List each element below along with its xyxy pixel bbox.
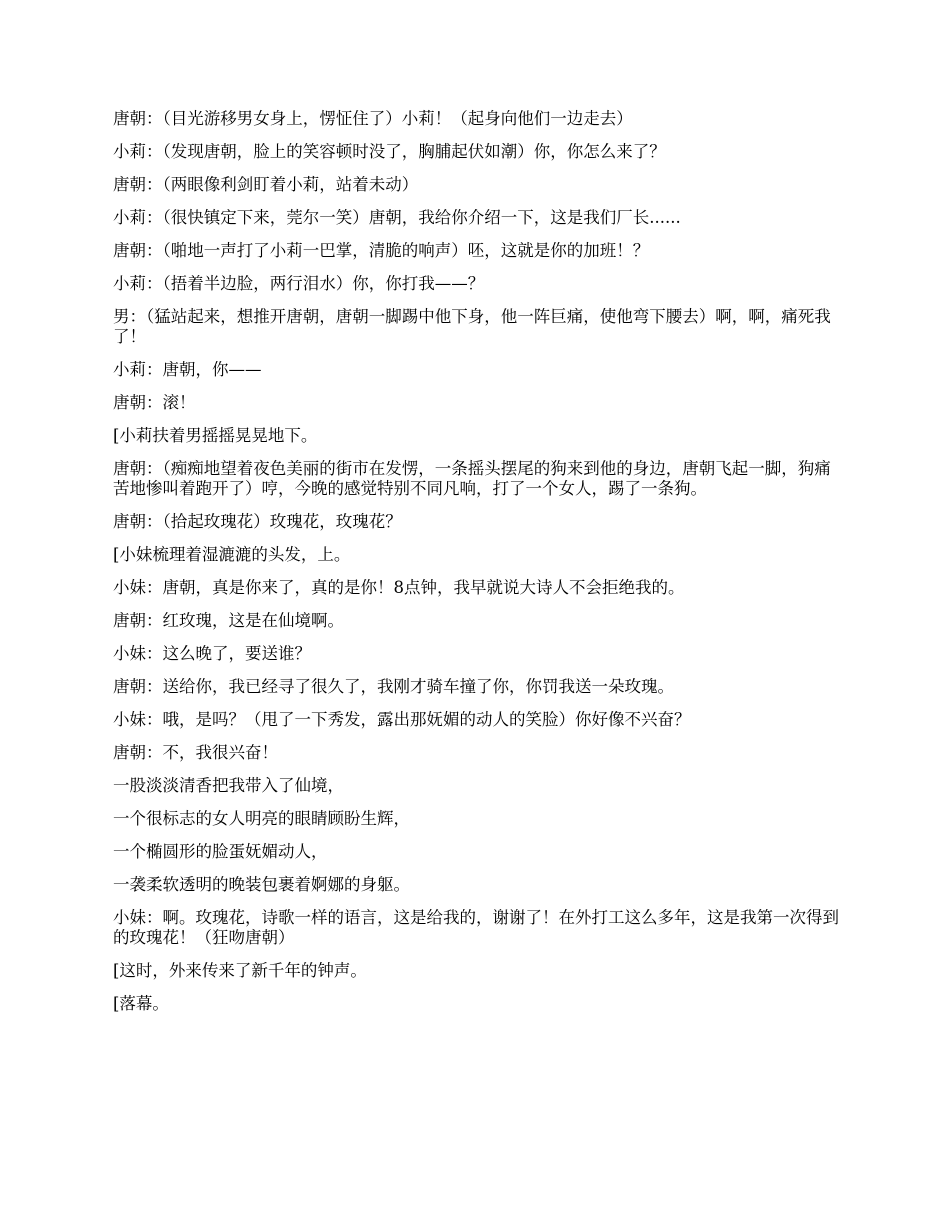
paragraph: 唐朝：（痴痴地望着夜色美丽的街市在发愣，一条摇头摆尾的狗来到他的身边，唐朝飞起一脚，狗痛苦地惨叫着跑开了）哼，今晚的感觉特别不同凡响，打了一个女人，踢了一条狗。 [113, 459, 831, 498]
paragraph: 唐朝：（两眼像利剑盯着小莉，站着未动） [113, 175, 419, 194]
paragraph: 小莉：（发现唐朝，脸上的笑容顿时没了，胸脯起伏如潮）你，你怎么来了？ [113, 142, 666, 161]
paragraph: 唐朝：（啪地一声打了小莉一巴掌，清脆的响声）呸，这就是你的加班！？ [113, 241, 650, 260]
stage-direction: [落幕。 [113, 994, 169, 1013]
paragraph: 唐朝：送给你，我已经寻了很久了，我刚才骑车撞了你，你罚我送一朵玫瑰。 [113, 677, 674, 696]
paragraph: 小妹：唐朝，真是你来了，真的是你！8点钟，我早就说大诗人不会拒绝我的。 [113, 578, 685, 597]
poem-line: 一股淡淡清香把我带入了仙境， [113, 776, 344, 795]
paragraph: 小妹：这么晚了，要送谁？ [113, 644, 311, 663]
paragraph: 小妹：哦，是吗？（甩了一下秀发，露出那妩媚的动人的笑脸）你好像不兴奋？ [113, 710, 691, 729]
poem-line: 一个很标志的女人明亮的眼睛顾盼生辉， [113, 809, 410, 828]
paragraph: 小妹：啊。玫瑰花，诗歌一样的语言，这是给我的，谢谢了！在外打工这么多年，这是我第一次得到的玫瑰花！（狂吻唐朝） [113, 908, 839, 947]
paragraph: 唐朝：（目光游移男女身上，愣怔住了）小莉！（起身向他们一边走去） [113, 109, 633, 128]
stage-direction: [这时，外来传来了新千年的钟声。 [113, 961, 367, 980]
paragraph: 唐朝：滚！ [113, 393, 196, 412]
stage-direction: [小莉扶着男摇摇晃晃地下。 [113, 426, 318, 445]
paragraph: 唐朝：（拾起玫瑰花）玫瑰花，玫瑰花？ [113, 512, 402, 531]
paragraph: 男：（猛站起来，想推开唐朝，唐朝一脚踢中他下身，他一阵巨痛，使他弯下腰去）啊，啊，痛死我了！ [113, 307, 831, 346]
script-text [113, 109, 843, 1027]
paragraph: 小莉：（捂着半边脸，两行泪水）你，你打我——？ [113, 274, 485, 293]
poem-line: 一袭柔软透明的晚装包裹着婀娜的身躯。 [113, 875, 410, 894]
stage-direction: [小妹梳理着湿漉漉的头发，上。 [113, 545, 351, 564]
paragraph: 小莉：（很快镇定下来，莞尔一笑）唐朝，我给你介绍一下，这是我们厂长...... [113, 208, 681, 227]
paragraph: 唐朝：红玫瑰，这是在仙境啊。 [113, 611, 344, 630]
paragraph: 唐朝：不，我很兴奋！ [113, 743, 278, 762]
poem-line: 一个椭圆形的脸蛋妩媚动人， [113, 842, 328, 861]
paragraph: 小莉：唐朝，你—— [113, 360, 262, 379]
